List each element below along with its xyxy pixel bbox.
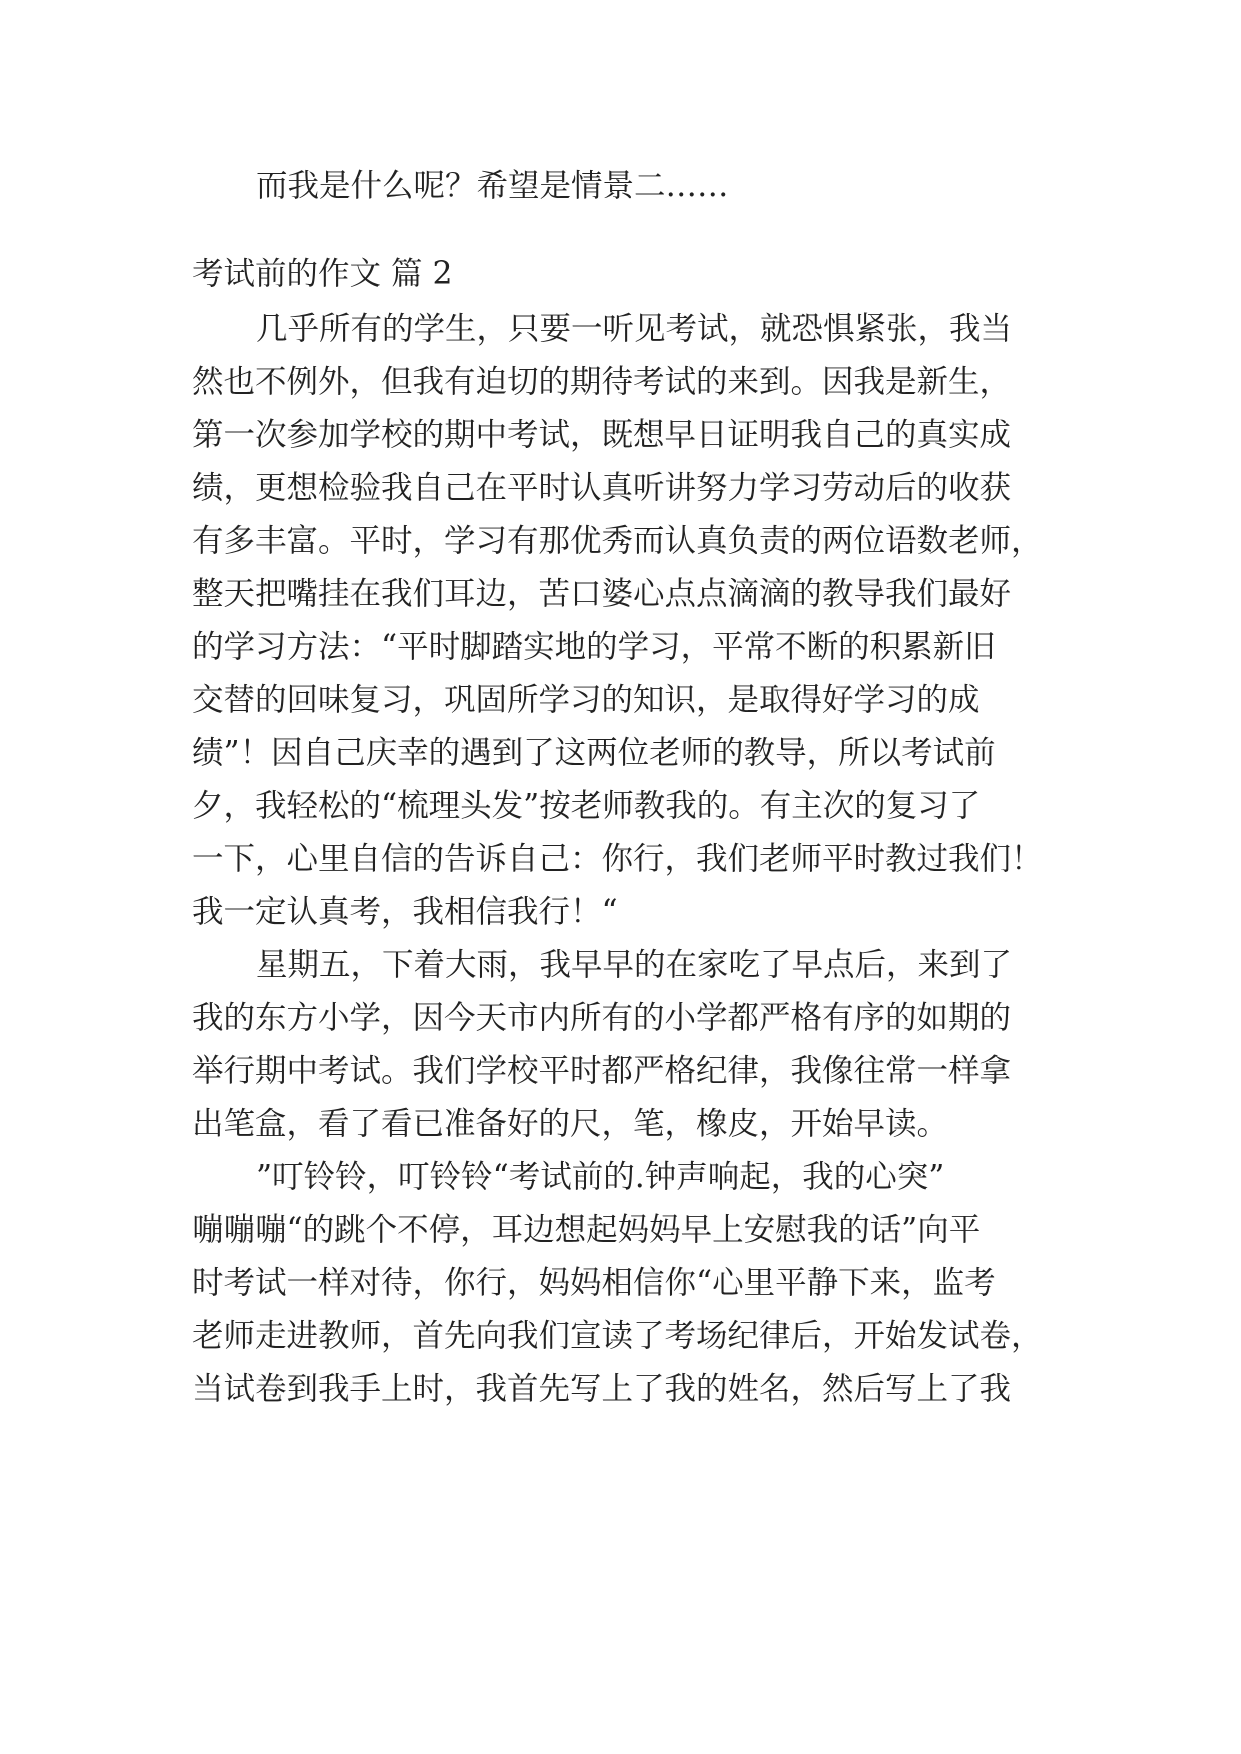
paragraph-line: 一下，心里自信的告诉自己：你行，我们老师平时教过我们！ [192,841,1043,877]
paragraph-line: 我一定认真考，我相信我行！“ [192,894,618,930]
paragraph-line: 第一次参加学校的期中考试，既想早日证明我自己的真实成 [192,417,1012,453]
paragraph-line: 然也不例外，但我有迫切的期待考试的来到。因我是新生， [192,364,1012,400]
paragraph-line: 老师走进教师，首先向我们宣读了考场纪律后，开始发试卷， [192,1318,1043,1354]
paragraph-line: 我的东方小学，因今天市内所有的小学都严格有序的如期的 [192,1000,1012,1036]
paragraph-line: 时考试一样对待，你行，妈妈相信你“心里平静下来，监考 [192,1265,996,1301]
paragraph-line: ”叮铃铃，叮铃铃“考试前的.钟声响起，我的心突” [256,1159,945,1195]
paragraph-line: 嘣嘣嘣“的跳个不停，耳边想起妈妈早上安慰我的话”向平 [192,1212,981,1248]
paragraph-line: 绩，更想检验我自己在平时认真听讲努力学习劳动后的收获 [192,470,1012,506]
paragraph-line: 整天把嘴挂在我们耳边，苦口婆心点点滴滴的教导我们最好 [192,576,1012,612]
paragraph-line: 举行期中考试。我们学校平时都严格纪律，我像往常一样拿 [192,1053,1012,1089]
paragraph-line: 交替的回味复习，巩固所学习的知识，是取得好学习的成 [192,682,980,718]
intro-line: 而我是什么呢？希望是情景二…… [256,168,729,204]
paragraph-line: 绩”！因自己庆幸的遇到了这两位老师的教导，所以考试前 [192,735,996,771]
paragraph-line: 当试卷到我手上时，我首先写上了我的姓名，然后写上了我 [192,1371,1012,1407]
paragraph-line: 夕，我轻松的“梳理头发”按老师教我的。有主次的复习了 [192,788,981,824]
paragraph-line: 的学习方法：“平时脚踏实地的学习，平常不断的积累新旧 [192,629,996,665]
paragraph-line: 星期五，下着大雨，我早早的在家吃了早点后，来到了 [256,947,1013,983]
paragraph-line: 几乎所有的学生，只要一听见考试，就恐惧紧张，我当 [256,311,1013,347]
paragraph-line: 出笔盒，看了看已准备好的尺，笔，橡皮，开始早读。 [192,1106,949,1142]
paragraph-line: 有多丰富。平时，学习有那优秀而认真负责的两位语数老师， [192,523,1043,559]
section-title: 考试前的作文 篇 2 [192,256,453,292]
